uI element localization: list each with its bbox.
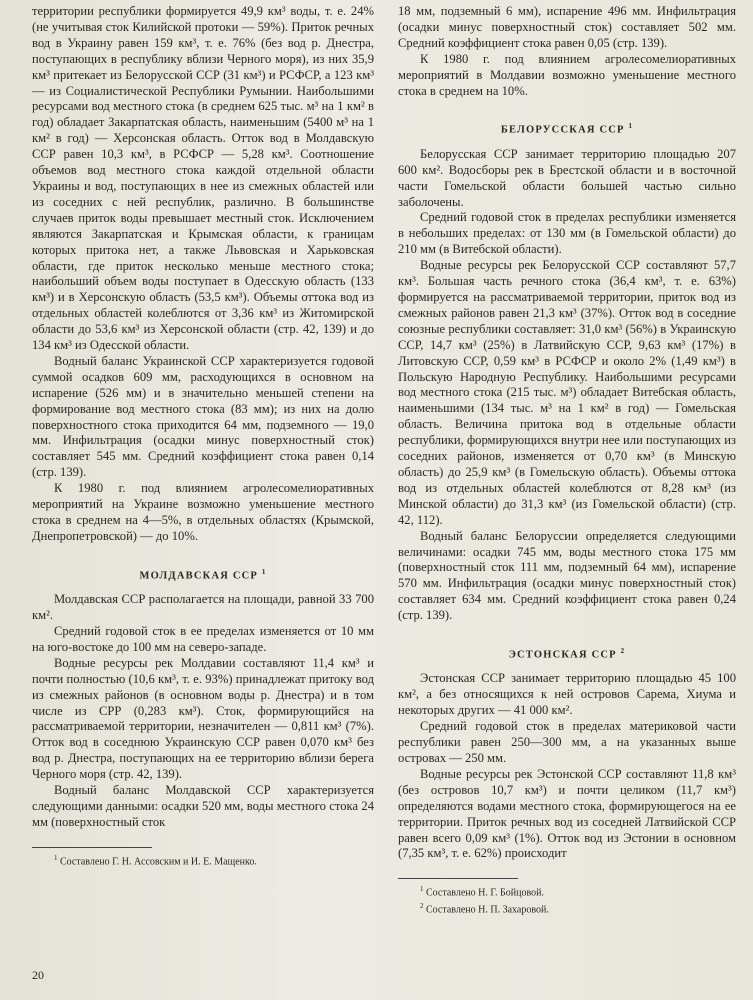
paragraph: Водный баланс Украинской ССР характеризуется годовой суммой осадков 609 мм, расходующихся в основном на испарение (526 мм) и в значительно меньшей степени на формирование вод местного стока (83 мм); из них на долю поверхностного стока приходится 64 мм, подземного — 19,0 мм. Инфильтрация (осадки минус поверхностный сток) составляет 545 мм. Средний коэффициент стока равен 0,14 (стр. 139). [32, 353, 374, 480]
paragraph: территории республики формируется 49,9 км³ воды, т. е. 24% (не учитывая сток Килийской протоки — 59%). Приток речных вод в Украину равен 159 км³, т. е. 76% (без вод р. Днестра, поступающих в республику вблизи Черного моря), из них 35,9 км³ притекает из Белорусской ССР (31 км³) и РСФСР, а 123 км³ — из Социалистической Республики Румынии. Наибольшими ресурсами вод местного стока (в среднем 625 тыс. м³ на 1 км² в год) обладает Закарпатская область, наименьшим (5400 м³ на 1 км² в год) — Херсонская область. Отток вод в Молдавскую ССР равен 10,3 км³, в РСФСР — 5,28 км³. Соотношение объемов вод местного стока каждой отдельной области Украины и вод, поступающих в нее из смежных областей или из соседних с ней республик, различно. В большинстве случаев приток воды превышает местный сток. Исключением являются Закарпатская и Крымская области, к границам которых притока нет, а также Львовская и Харьковская области, где приток несколько меньше местного стока; наибольший объем воды поступает в Одесскую область (133 км³) и в Херсонскую область (53,5 км³). Объемы оттока вод из отдельных областей колеблются от 3,36 км³ из Житомирской области до 53,6 км³ из Херсонской области (стр. 42, 139) и до 134 км³ из Одесской области. [32, 4, 374, 353]
paragraph: 18 мм, подземный 6 мм), испарение 496 мм. Инфильтрация (осадки минус поверхностный сток) составляет 502 мм. Средний коэффициент стока равен 0,05 (стр. 139). [398, 4, 736, 50]
footnote-divider [398, 878, 518, 879]
section-heading-estonia: ЭСТОНСКАЯ ССР $^2$ [508, 647, 626, 661]
paragraph: Водные ресурсы рек Молдавии составляют 11,4 км³ и почти полностью (10,6 км³, т. е. 93%) принадлежат притоку вод из смежных районов (в основном воды р. Днестра) и в том числе из СРР (0,283 км³). Сток, формирующийся на рассматриваемой территории, незначителен — 0,811 км³ (7%). Отток вод в соседнюю Украинскую ССР равен 0,070 км³ без вод р. Днестра, поступающих на ее территорию вблизи берега Черного моря (стр. 42, 139). [32, 655, 374, 782]
paragraph: К 1980 г. под влиянием агролесомелиоративных мероприятий в Молдавии возможно уменьшение местного стока в среднем на 10%. [398, 51, 736, 98]
footnote-divider [32, 847, 152, 848]
section-heading-belarus: БЕЛОРУССКАЯ ССР $^1$ [500, 122, 634, 136]
page-number: 20 [32, 968, 44, 982]
paragraph: Водные ресурсы рек Белорусской ССР составляют 57,7 км³. Большая часть речного стока (36,4 км³, т. е. 63%) формируется на рассматриваемой территории, приток вод из смежных районов равен 21,3 км³ (37%). Отток вод в соседние союзные республики составляет: 31,0 км³ (56%) в Украинскую ССР, 14,7 км³ (25%) в Латвийскую ССР, 9,63 км³ (17%) в Литовскую ССР, 0,59 км³ в РСФСР и около 2% (1,49 км³) в Польскую Народную Республику. Наибольшими ресурсами вод местного стока (215 тыс. м³) обладает Витебская область, наименьшими (134 тыс. м³ на 1 км² в год) — Гомельская область. Величина притока вод в отдельные области республики, формирующихся внутри нее или поступающих из соседних районов, изменяется от 0,70 км³ (в Минскую область) до 25,9 км³ (в Гомельскую область). Объемы оттока вод из отдельных областей колеблются от 8,28 км³ (из Минской области) до 31,3 км³ (из Гомельской области) (стр. 42, 112). [398, 258, 736, 527]
section-heading-moldova: МОЛДАВСКАЯ ССР $^1$ [139, 567, 267, 582]
paragraph: Водный баланс Молдавской ССР характеризуется следующими данными: осадки 520 мм, воды местного стока 24 мм (поверхностный сток [32, 783, 374, 829]
footnote: $^1$ Составлено Г. Н. Ассовским и И. Е. Мащенко. [54, 853, 257, 868]
footnote: $^1$ Составлено Н. Г. Бойцовой. [420, 885, 544, 899]
paragraph: Молдавская ССР располагается на площади, равной 33 700 км². [32, 592, 374, 623]
footnote: $^2$ Составлено Н. П. Захаровой. [420, 901, 549, 915]
left-column [32, 4, 374, 868]
right-column [398, 4, 736, 916]
paragraph: Водные ресурсы рек Эстонской ССР составляют 11,8 км³ (без островов 10,7 км³) и почти целиком (11,7 км³) определяются водами местного стока, формирующегося на ее территории. Приток речных вод из соседней Латвийской ССР равен всего 0,09 км³ (1%). Отток вод из Эстонии в основном (7,35 км³, т. е. 62%) происходит [398, 766, 736, 861]
paragraph: Средний годовой сток в пределах республики изменяется в небольших пределах: от 130 мм (в Гомельской области) до 210 мм (в Витебской области). [398, 210, 736, 257]
paragraph: Эстонская ССР занимает территорию площадью 45 100 км², а без относящихся к ней островов Сарема, Хиума и некоторых других — 41 000 км². [398, 671, 736, 718]
paragraph: Средний годовой сток в ее пределах изменяется от 10 мм на юго-востоке до 100 мм на северо-западе. [32, 624, 374, 654]
paragraph: К 1980 г. под влиянием агролесомелиоративных мероприятий на Украине возможно уменьшение местного стока в среднем на 4—5%, в отдельных областях (Крымской, Днепропетровской) — до 10%. [32, 481, 374, 543]
paragraph: Водный баланс Белоруссии определяется следующими величинами: осадки 745 мм, воды местного стока 175 мм (поверхностный сток 111 мм, подземный 64 мм), испарение 570 мм. Инфильтрация (осадки минус поверхностный сток) составляет 634 мм. Средний коэффициент стока равен 0,24 (стр. 139). [398, 528, 736, 623]
paragraph: Средний годовой сток в пределах материковой части республики равен 250—300 мм, а на указанных выше островах — 250 мм. [398, 719, 736, 765]
paragraph: Белорусская ССР занимает территорию площадью 207 600 км². Водосборы рек в Брестской области и в восточной части Гомельской области большей частью сильно заболочены. [398, 146, 736, 209]
